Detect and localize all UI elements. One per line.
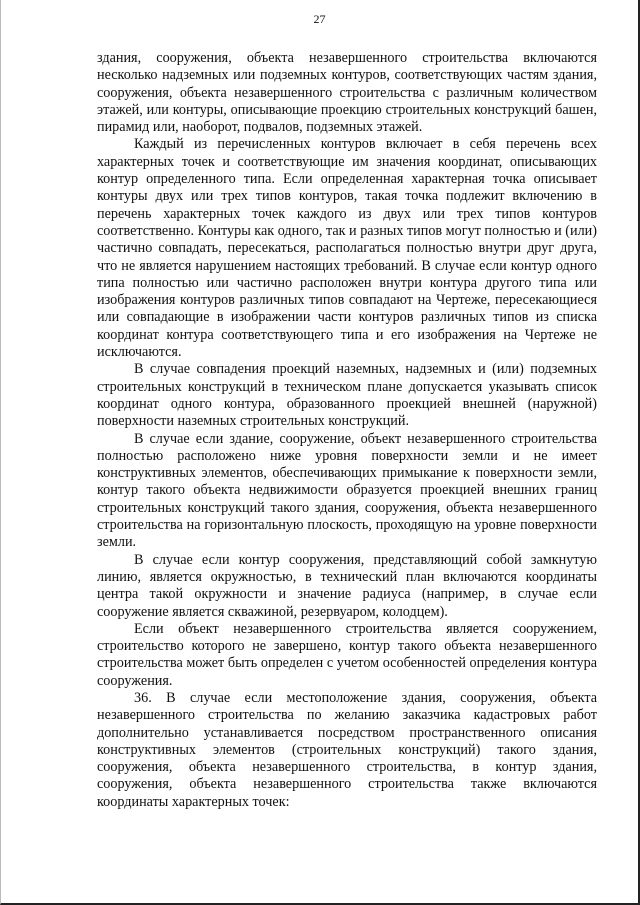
body-text xyxy=(97,50,597,811)
paragraph-3: В случае совпадения проекций наземных, надземных и (или) подземных строительных конструкций в техническом плане допускается указывать список координат одного контура, образованного проекцией внешней (наружной) поверхности наземных строительных конструкций. xyxy=(97,361,597,430)
paragraph-1: здания, сооружения, объекта незавершенного строительства включаются несколько надземных или подземных контуров, соответствующих частям здания, сооружения, объекта незавершенного строительства с различным количеством этажей, или контуры, описывающие проекцию строительных конструкций башен, пирамид или, наоборот, подвалов, подземных этажей. xyxy=(97,50,597,136)
paragraph-5: В случае если контур сооружения, представляющий собой замкнутую линию, является окружностью, в технический план включаются координаты центра такой окружности и значение радиуса (например, в случае если сооружение является скважиной, резервуаром, колодцем). xyxy=(97,551,597,620)
paragraph-4: В случае если здание, сооружение, объект незавершенного строительства полностью расположено ниже уровня поверхности земли и не имеет конструктивных элементов, обеспечивающих примыкание к поверхности земли, контур такого объекта недвижимости образуется проекцией внешних границ строительных конструкций такого здания, сооружения, объекта незавершенного строительства на горизонтальную плоскость, проходящую на уровне поверхности земли. xyxy=(97,430,597,551)
paragraph-6: Если объект незавершенного строительства является сооружением, строительство которого не завершено, контур такого объекта незавершенного строительства может быть определен с учетом особенностей определения контура сооружения. xyxy=(97,620,597,689)
paragraph-2: Каждый из перечисленных контуров включает в себя перечень всех характерных точек и соответствующие им значения координат, описывающих контур определенного типа. Если определенная характерная точка описывает контуры двух или трех типов контуров, такая точка подлежит включению в перечень характерных точек каждого из двух или трех типов контуров соответственно. Контуры как одного, так и разных типов могут полностью и (или) частично совпадать, пересекаться, располагаться полностью внутри друг друга, что не является нарушением настоящих требований. В случае если контур одного типа полностью или частично расположен внутри контура другого типа или изображения контуров различных типов совпадают на Чертеже, пересекающиеся или совпадающие в изображении части контуров различных типов из списка координат контура соответствующего типа и его изображения на Чертеже не исключаются. xyxy=(97,136,597,361)
page-number: 27 xyxy=(313,12,326,26)
paragraph-7: 36. В случае если местоположение здания, сооружения, объекта незавершенного строительства по желанию заказчика кадастровых работ дополнительно устанавливается посредством пространственного описания конструктивных элементов (строительных конструкций) такого здания, сооружения, объекта незавершенного строительства, в контур здания, сооружения, объекта незавершенного строительства также включаются координаты характерных точек: xyxy=(97,689,597,810)
